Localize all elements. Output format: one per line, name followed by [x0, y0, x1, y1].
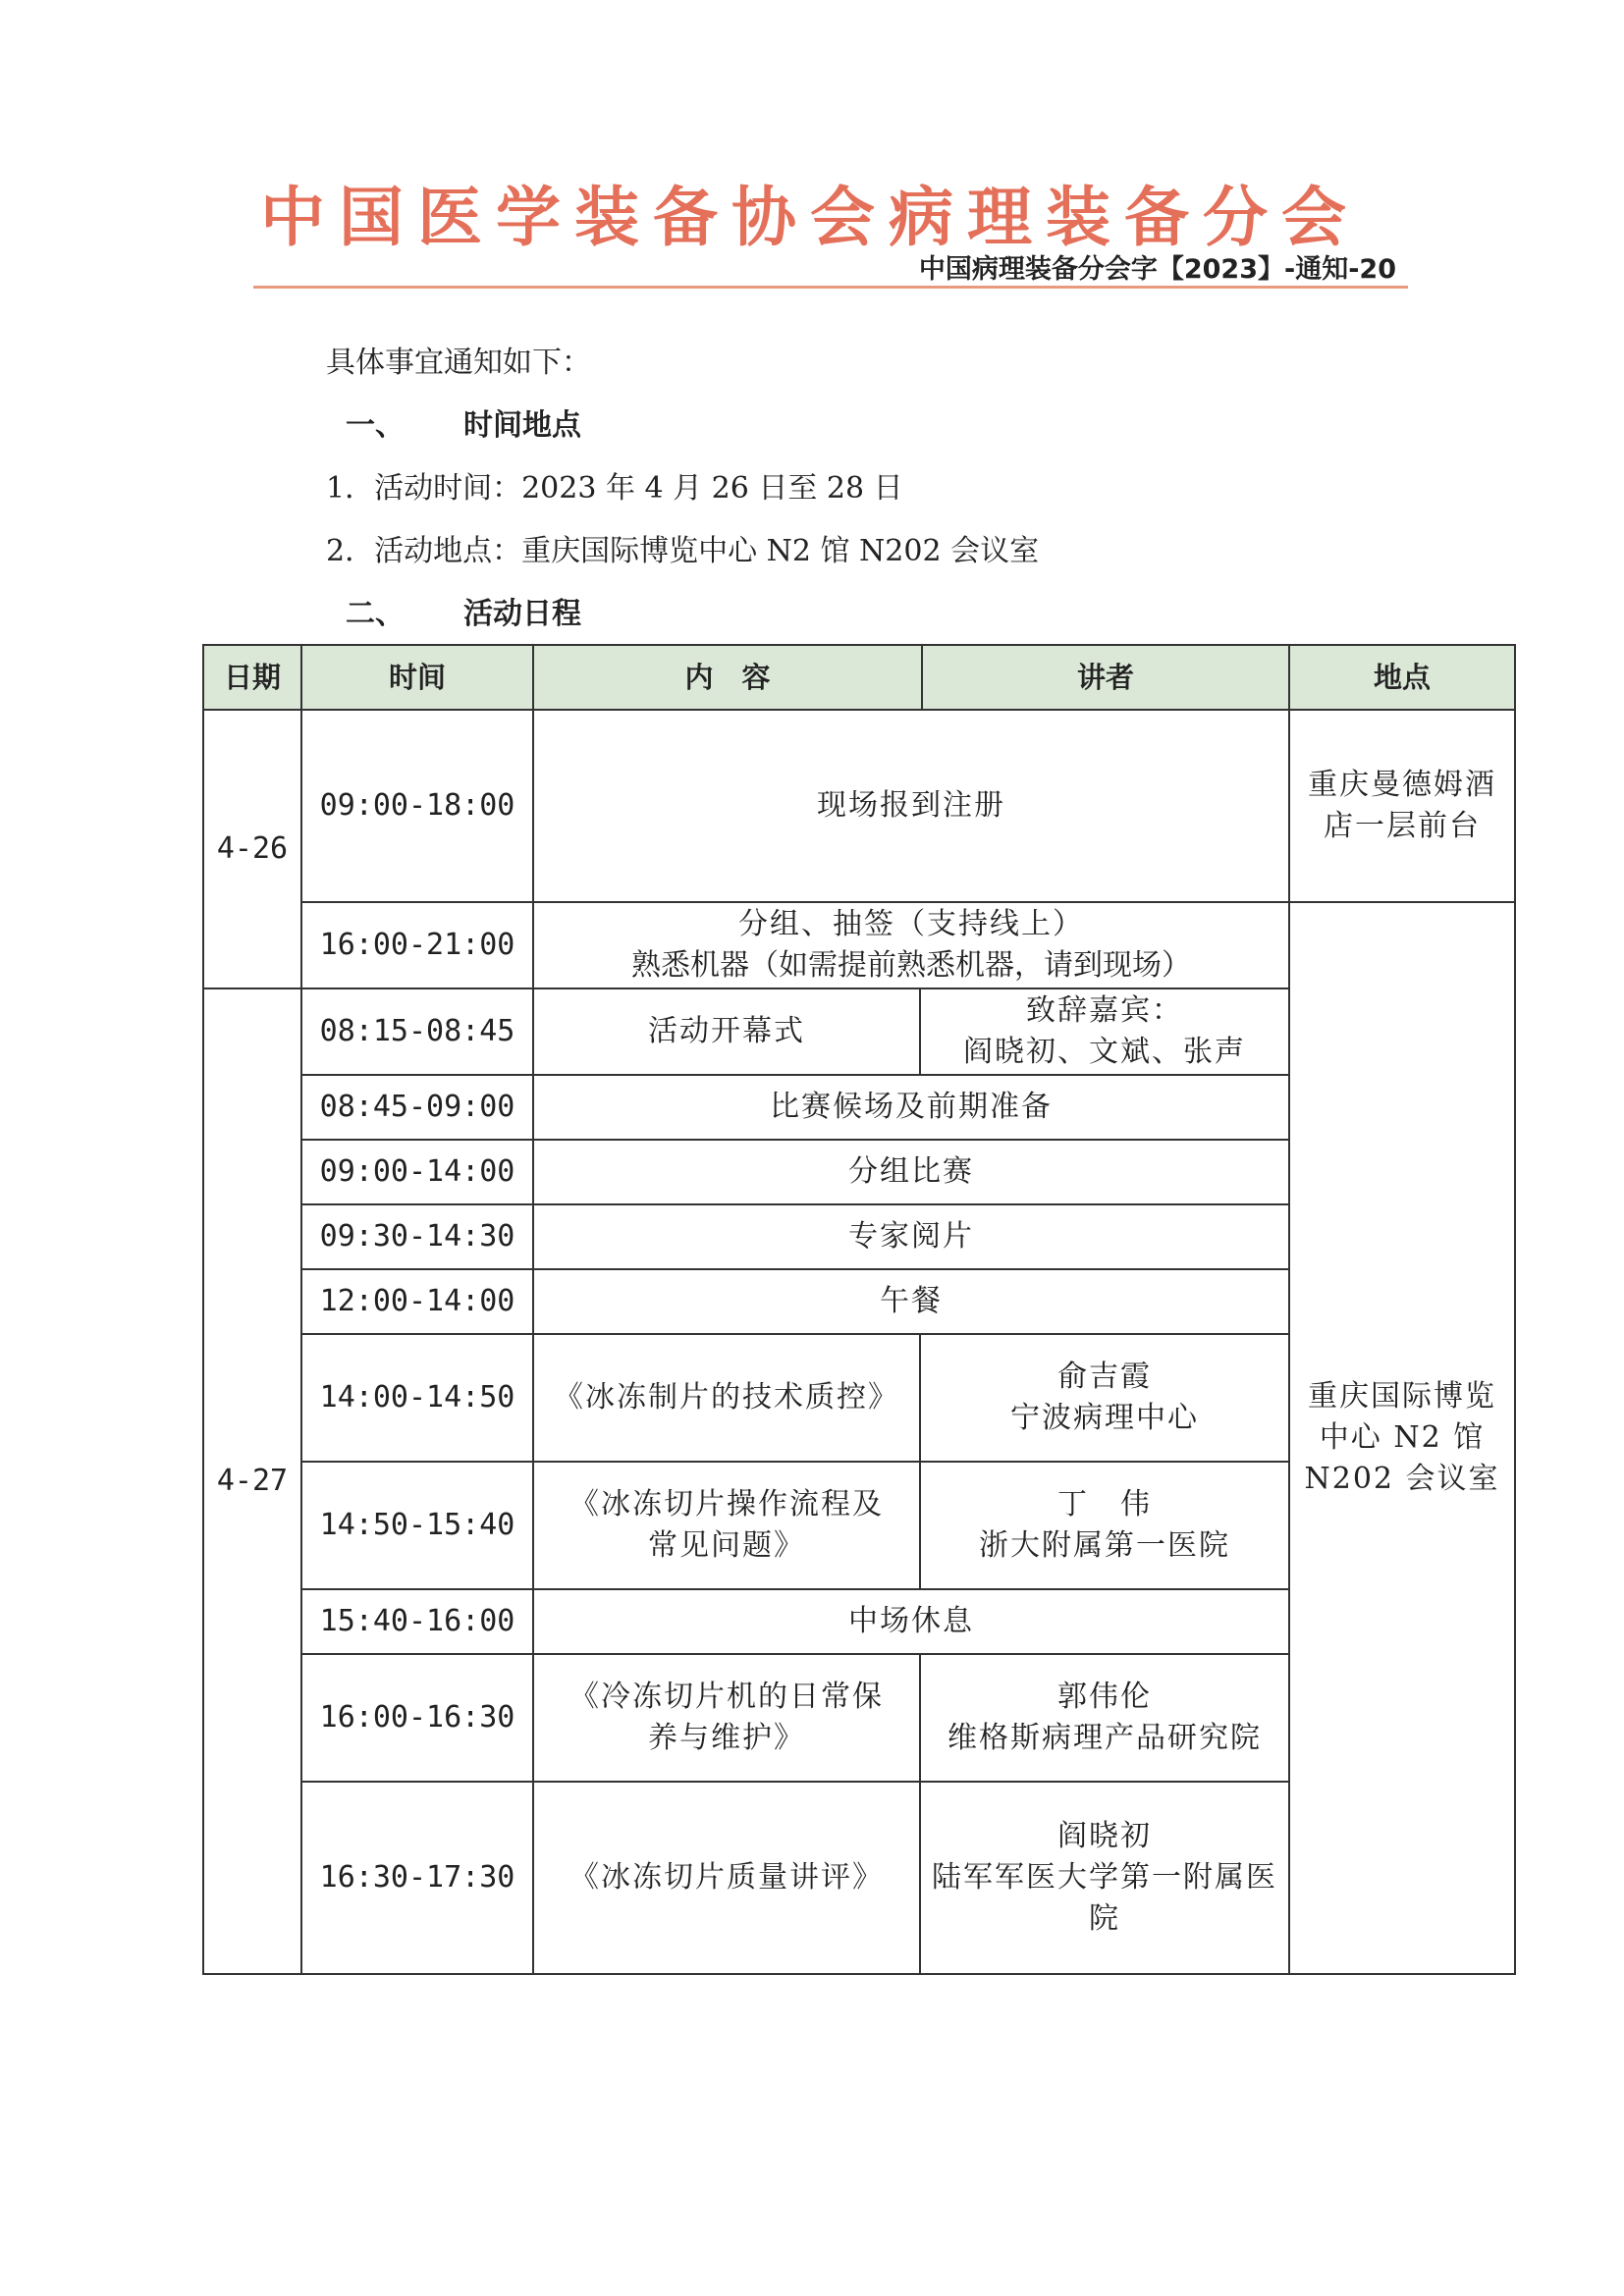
content-cell: 《冰冻制片的技术质控》: [533, 1334, 920, 1462]
content-cell: 专家阅片: [533, 1204, 1289, 1269]
time-cell: 16:00-16:30: [301, 1654, 533, 1782]
activity-time: 1．活动时间：2023 年 4 月 26 日至 28 日: [326, 471, 903, 506]
section-number: 二、: [346, 597, 405, 631]
speaker-line: 俞吉霞: [1057, 1360, 1152, 1394]
content-cell: 《冰冻切片质量讲评》: [533, 1782, 920, 1974]
time-cell: 14:00-14:50: [301, 1334, 533, 1462]
speaker-cell: [920, 1462, 1289, 1589]
schedule-table: [202, 644, 1516, 1975]
speaker-line: 阎晓初、文斌、张声: [963, 1035, 1246, 1069]
table-header-row: [203, 645, 1515, 710]
content-cell: 活动开幕式: [533, 988, 920, 1075]
speaker-cell: [920, 1782, 1289, 1974]
time-cell: 15:40-16:00: [301, 1589, 533, 1654]
time-cell: 09:00-18:00: [301, 710, 533, 902]
speaker-line: 致辞嘉宾：: [1026, 993, 1183, 1028]
time-cell: 08:15-08:45: [301, 988, 533, 1075]
content-line: 分组、抽签（支持线上）: [738, 907, 1084, 941]
header-date: 日期: [203, 645, 301, 710]
content-line: 常见问题》: [648, 1528, 805, 1563]
header-venue: 地点: [1289, 645, 1515, 710]
date-cell: 4-27: [203, 988, 301, 1974]
header-time: 时间: [301, 645, 533, 710]
content-cell: [533, 1654, 920, 1782]
header-speaker: 讲者: [1077, 660, 1135, 694]
speaker-line: 宁波病理中心: [1010, 1401, 1199, 1435]
content-cell: 午餐: [533, 1269, 1289, 1334]
time-cell: 14:50-15:40: [301, 1462, 533, 1589]
content-cell: 现场报到注册: [533, 710, 1289, 902]
content-line: 《冰冻切片操作流程及: [569, 1487, 884, 1522]
section-title: 活动日程: [463, 597, 581, 631]
organization-title: 中国医学装备协会病理装备分会: [260, 180, 1360, 255]
speaker-line: 维格斯病理产品研究院: [947, 1721, 1262, 1755]
content-line: 熟悉机器（如需提前熟悉机器，请到现场）: [631, 948, 1191, 983]
section-heading-schedule: [346, 589, 581, 632]
speaker-line: 陆军军医大学第一附属医院: [932, 1860, 1277, 1936]
section-number: 一、: [346, 408, 405, 443]
time-cell: 16:30-17:30: [301, 1782, 533, 1974]
content-cell: [533, 902, 1289, 988]
speaker-line: 浙大附属第一医院: [979, 1528, 1230, 1563]
time-cell: 12:00-14:00: [301, 1269, 533, 1334]
time-cell: 08:45-09:00: [301, 1075, 533, 1140]
table-row: [203, 710, 1515, 902]
venue-cell: 重庆国际博览中心 N2 馆 N202 会议室: [1289, 902, 1515, 1974]
time-cell: 09:30-14:30: [301, 1204, 533, 1269]
speaker-cell: [920, 988, 1289, 1075]
speaker-line: 阎晓初: [1057, 1819, 1152, 1853]
table-row: [203, 902, 1515, 988]
content-cell: 比赛候场及前期准备: [533, 1075, 1289, 1140]
section-title: 时间地点: [463, 408, 581, 443]
content-cell: [533, 1462, 920, 1589]
speaker-line: 郭伟伦: [1057, 1680, 1152, 1714]
activity-location: 2．活动地点：重庆国际博览中心 N2 馆 N202 会议室: [326, 534, 1040, 568]
speaker-cell: [920, 1334, 1289, 1462]
section-heading-time-place: [346, 400, 581, 444]
venue-cell: 重庆曼德姆酒店一层前台: [1289, 710, 1515, 902]
header-divider: [253, 286, 1408, 289]
speaker-line: 丁 伟: [1057, 1487, 1152, 1522]
speaker-cell: [920, 1654, 1289, 1782]
content-cell: 分组比赛: [533, 1140, 1289, 1204]
header-content-speaker: [533, 645, 1289, 710]
content-line: 养与维护》: [648, 1721, 805, 1755]
time-cell: 16:00-21:00: [301, 902, 533, 988]
content-line: 《冷冻切片机的日常保: [569, 1680, 884, 1714]
time-cell: 09:00-14:00: [301, 1140, 533, 1204]
intro-text: 具体事宜通知如下：: [326, 346, 591, 380]
header-content: 内 容: [534, 646, 923, 709]
content-cell: 中场休息: [533, 1589, 1289, 1654]
date-cell: 4-26: [203, 710, 301, 988]
document-number: 中国病理装备分会字【2023】-通知-20: [918, 254, 1396, 285]
